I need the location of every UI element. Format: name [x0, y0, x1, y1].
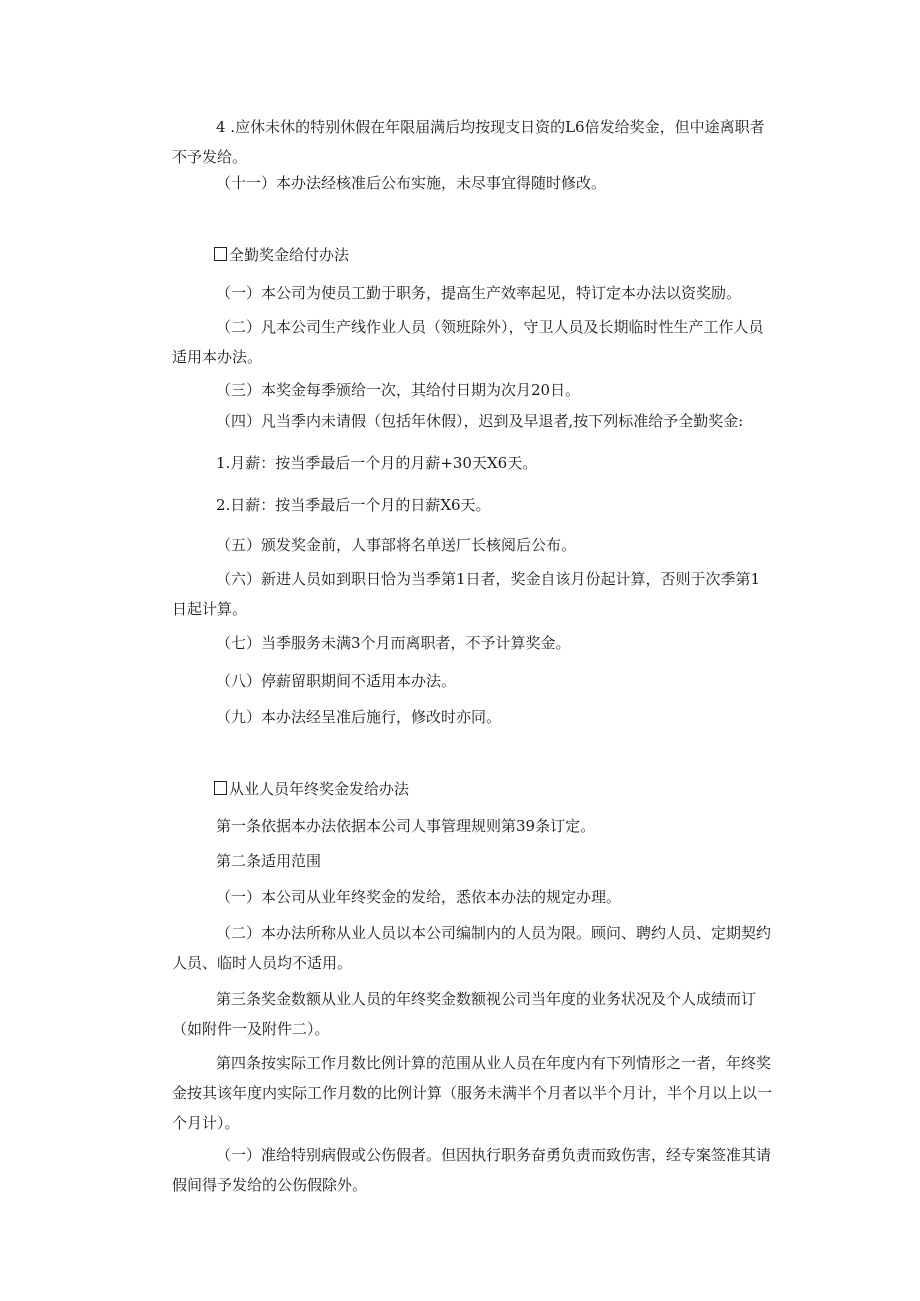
paragraph-attendance-2: （二）凡本公司生产线作业人员（领班除外），守卫人员及长期临时性生产工作人员适用本办法。 — [172, 318, 764, 366]
article-4-item-1: （一）准给特别病假或公伤假者。但因执行职务奋勇负责而致伤害，经专案签准其请假间得予发给的公伤假除外。 — [172, 1146, 772, 1194]
article-2-title: 第二条适用范围 — [216, 852, 322, 870]
section-heading-attendance — [214, 240, 814, 270]
paragraph-attendance-7: （七）当季服务未满3个月而离职者，不予计算奖金。 — [216, 634, 571, 652]
paragraph-attendance-3: （三）本奖金每季颁给一次，其给付日期为次月20日。 — [216, 381, 581, 399]
paragraph-attendance-9: （九）本办法经呈准后施行，修改时亦同。 — [216, 708, 502, 726]
paragraph-attendance-5: （五）颁发奖金前，人事部将名单送厂长核阅后公布。 — [216, 536, 577, 554]
article-1: 第一条依据本办法依据本公司人事管理规则第39条订定。 — [216, 817, 596, 835]
checkbox-square-icon — [214, 781, 227, 795]
paragraph-eleven: （十一）本办法经核准后公布实施，未尽事宜得随时修改。 — [216, 174, 607, 192]
paragraph-attendance-4: （四）凡当季内未请假（包括年休假），迟到及早退者,按下列标准给予全勤奖金: — [216, 412, 744, 430]
article-3: 第三条奖金数额从业人员的年终奖金数额视公司当年度的业务状况及个人成绩而订（如附件一及附件二）。 — [172, 990, 757, 1038]
paragraph-attendance-1: （一）本公司为使员工勤于职务，提高生产效率起见，特订定本办法以资奖励。 — [216, 284, 742, 302]
section-heading-year-end — [214, 774, 814, 804]
article-2-item-1: （一）本公司从业年终奖金的发给，悉依本办法的规定办理。 — [216, 888, 622, 906]
paragraph-monthly-salary: 1.月薪：按当季最后一个月的月薪+30天X6天。 — [216, 454, 538, 472]
section-title: 从业人员年终奖金发给办法 — [229, 780, 410, 798]
article-2-item-2: （二）本办法所称从业人员以本公司编制内的人员为限。顾问、聘约人员、定期契约人员、临时人员均不适用。 — [172, 924, 772, 972]
article-4: 第四条按实际工作月数比例计算的范围从业人员在年度内有下列情形之一者，年终奖金按其该年度内实际工作月数的比例计算（服务未满半个月者以半个月计，半个月以上以一个月计）。 — [172, 1054, 773, 1132]
paragraph-attendance-6: （六）新进人员如到职日恰为当季第1日者，奖金自该月份起计算，否则于次季第1日起计算。 — [172, 570, 761, 618]
paragraph-special-leave: 4 .应休未休的特别休假在年限届满后均按现支日资的L6倍发给奖金，但中途离职者不予发给。 — [172, 118, 765, 166]
paragraph-daily-salary: 2.日薪：按当季最后一个月的日薪X6天。 — [216, 496, 491, 514]
checkbox-square-icon — [214, 247, 227, 261]
section-title: 全勤奖金给付办法 — [229, 246, 350, 264]
paragraph-attendance-8: （八）停薪留职期间不适用本办法。 — [216, 672, 457, 690]
